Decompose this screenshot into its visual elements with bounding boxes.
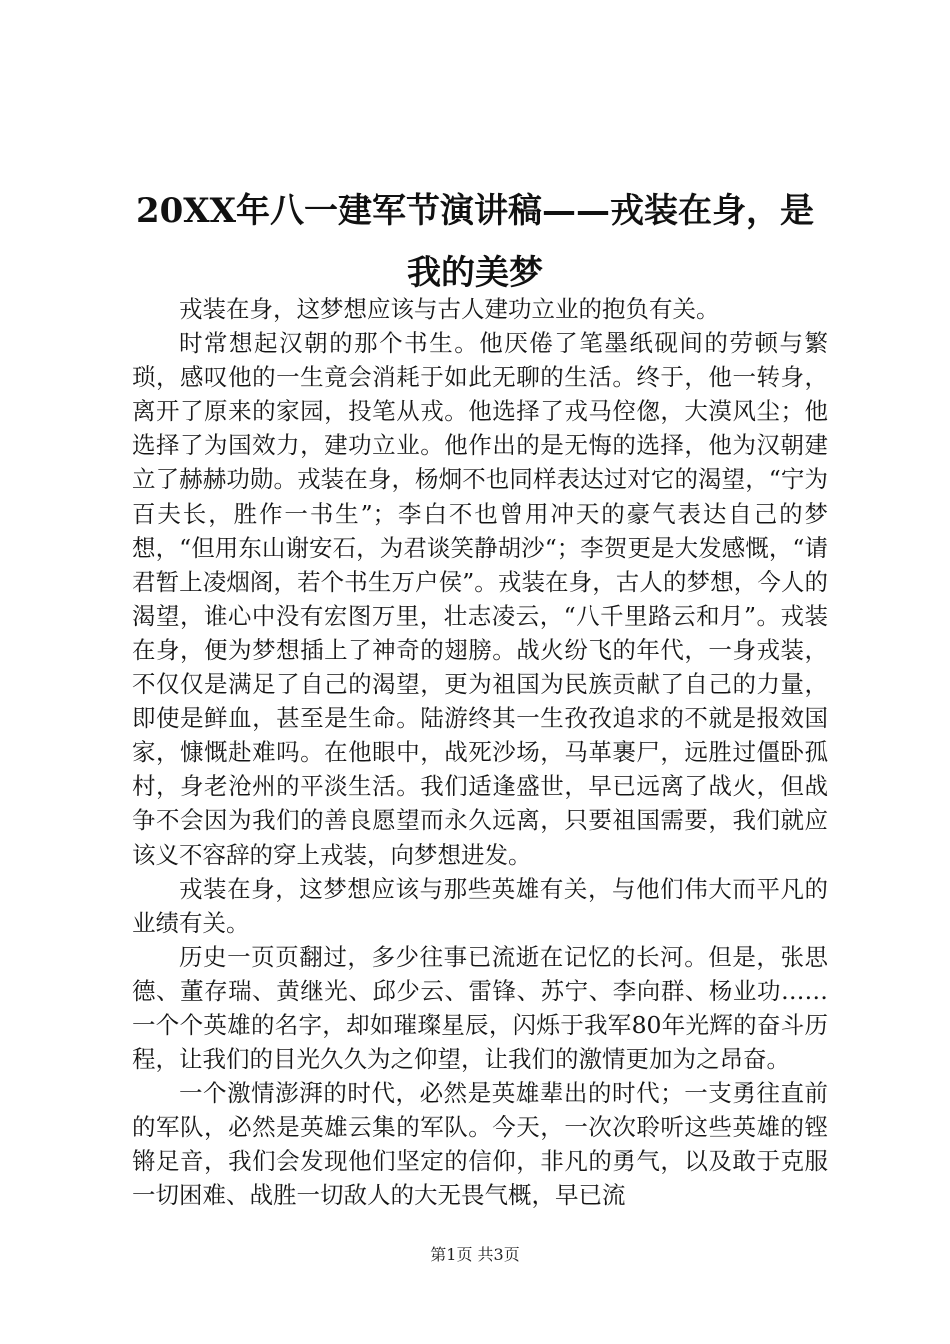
page-number-footer: 第1页 共3页 bbox=[430, 1245, 520, 1264]
paragraph-1: 戎装在身，这梦想应该与古人建功立业的抱负有关。 bbox=[179, 295, 720, 323]
paragraph-5: 一个激情澎湃的时代，必然是英雄辈出的时代；一支勇往直前的军队，必然是英雄云集的军队。今天，一次次聆听这些英雄的铿锵足音，我们会发现他们坚定的信仰，非凡的勇气，以及敢于克服一切困难、战胜一切敌人的大无畏气概，早已流 bbox=[132, 1079, 828, 1210]
document-title: 20XX年八一建军节演讲稿——戎装在身，是我的美梦 bbox=[135, 191, 815, 293]
paragraph-3: 戎装在身，这梦想应该与那些英雄有关，与他们伟大而平凡的业绩有关。 bbox=[132, 874, 828, 937]
paragraph-4: 历史一页页翻过，多少往事已流逝在记忆的长河。但是，张思德、董存瑞、黄继光、邱少云、雷锋、苏宁、李向群、杨业功……一个个英雄的名字，却如璀璨星辰，闪烁于我军80年光辉的奋斗历程，让我们的目光久久为之仰望，让我们的激情更加为之昂奋。 bbox=[132, 942, 828, 1074]
paragraph-2: 时常想起汉朝的那个书生。他厌倦了笔墨纸砚间的劳顿与繁琐，感叹他的一生竟会消耗于如此无聊的生活。终于，他一转身，离开了原来的家园，投笔从戎。他选择了戎马倥偬，大漠风尘；他选择了为国效力，建功立业。他作出的是无悔的选择，他为汉朝建立了赫赫功勋。戎装在身，杨炯不也同样表达过对它的渴望，“宁为百夫长，胜作一书生”；李白不也曾用冲天的豪气表达自己的梦想，“但用东山谢安石，为君谈笑静胡沙“；李贺更是大发感慨，“请君暂上凌烟阁，若个书生万户侯”。戎装在身，古人的梦想，今人的渴望，谁心中没有宏图万里，壮志凌云，“八千里路云和月”。戎装在身，便为梦想插上了神奇的翅膀。战火纷飞的年代，一身戎装，不仅仅是满足了自己的渴望，更为祖国为民族贡献了自己的力量，即使是鲜血，甚至是生命。陆游终其一生孜孜追求的不就是报效国家，慷慨赴难吗。在他眼中，战死沙场，马革裹尸，远胜过僵卧孤村，身老沧州的平淡生活。我们适逢盛世，早已远离了战火，但战争不会因为我们的善良愿望而永久远离，只要祖国需要，我们就应该义不容辞的穿上戎装，向梦想进发。 bbox=[132, 329, 828, 869]
document-body bbox=[132, 292, 828, 1213]
